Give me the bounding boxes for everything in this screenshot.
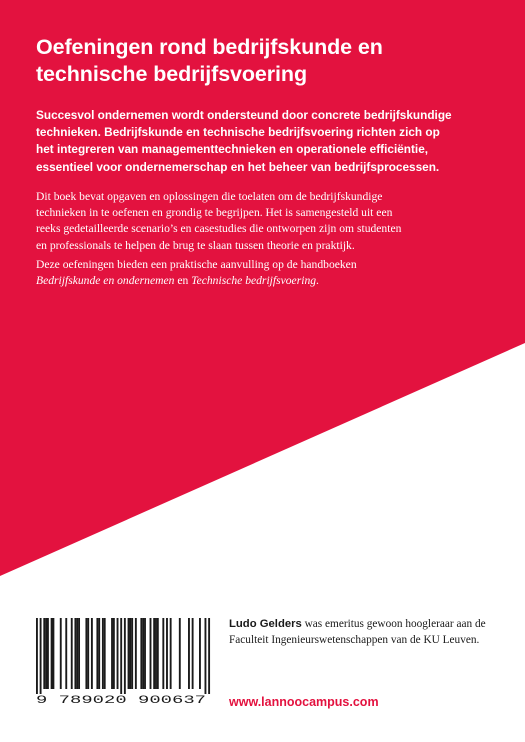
isbn-digits: 9 789020 900637 xyxy=(36,695,206,707)
barcode-bar xyxy=(43,618,45,689)
barcode-bar xyxy=(131,618,133,689)
barcode-bar xyxy=(76,618,78,689)
barcode-bar xyxy=(179,618,181,689)
barcode-bar xyxy=(128,618,130,689)
description-line: reeks gedetailleerde scenario’s en casestudies die ontworpen zijn om studenten xyxy=(36,222,402,236)
barcode-bar xyxy=(51,618,53,689)
handbook-title-1: Bedrijfskunde en ondernemen xyxy=(36,274,175,288)
supplement-line: Deze oefeningen bieden een praktische aanvulling op de handboeken xyxy=(36,258,357,271)
barcode-bar xyxy=(45,618,47,689)
description-paragraph xyxy=(36,189,491,254)
barcode-bar xyxy=(40,618,42,694)
description-line: Dit boek bevat opgaven en oplossingen die toelaten om de bedrijfskundige xyxy=(36,190,383,203)
barcode-bar xyxy=(87,618,89,689)
period-text: . xyxy=(316,274,319,288)
barcode-bar xyxy=(71,618,73,689)
barcode-bar xyxy=(205,618,207,694)
barcode-bar xyxy=(102,618,104,689)
barcode-bar xyxy=(113,618,115,689)
barcode-bar xyxy=(144,618,146,689)
intro-line: Succesvol ondernemen wordt ondersteund door concrete bedrijfskundige xyxy=(36,108,452,122)
barcode-bar xyxy=(188,618,190,689)
barcode-bar xyxy=(157,618,159,689)
barcode-bar xyxy=(208,618,210,694)
barcode-bar xyxy=(124,618,126,694)
barcode-bar xyxy=(117,618,119,689)
author-bio-text: was emeritus gewoon hoogleraar aan de xyxy=(301,618,486,630)
barcode-bar xyxy=(36,618,38,694)
barcode-bar xyxy=(52,618,54,689)
description-line: technieken in te oefenen en grondig te begrijpen. Het is samengesteld uit een xyxy=(36,206,393,220)
barcode-bar xyxy=(140,618,142,689)
book-title-line-2: technische bedrijfsvoering xyxy=(36,62,308,86)
barcode-bar xyxy=(78,618,80,689)
book-title xyxy=(36,34,496,88)
barcode-bar xyxy=(47,618,49,689)
barcode-bar xyxy=(162,618,164,689)
intro-line: essentieel voor ondernemerschap en het beheer van bedrijfsprocessen. xyxy=(36,159,440,174)
handbook-title-2: Technische bedrijfsvoering xyxy=(191,274,317,288)
intro-line: het integreren van managementtechnieken en operationele efficiëntie, xyxy=(36,142,429,157)
publisher-website-link[interactable]: www.lannoocampus.com xyxy=(229,695,379,709)
intro-paragraph xyxy=(36,107,506,176)
barcode-bar xyxy=(135,618,137,689)
barcode-bar xyxy=(104,618,106,689)
connector-text: en xyxy=(174,274,192,288)
intro-line: technieken. Bedrijfskunde en technische bedrijfsvoering richten zich op xyxy=(36,125,440,140)
book-title-line-1: Oefeningen rond bedrijfskunde en xyxy=(36,35,383,59)
barcode-bar xyxy=(192,618,194,689)
author-bio xyxy=(229,616,509,649)
barcode-bar xyxy=(155,618,157,689)
barcode-bar xyxy=(153,618,155,689)
barcode-bar xyxy=(142,618,144,689)
barcode-bar xyxy=(60,618,62,689)
barcode-bar xyxy=(111,618,113,689)
barcode-bar xyxy=(120,618,122,694)
barcode-bar xyxy=(98,618,100,689)
isbn-barcode xyxy=(34,618,212,708)
barcode-bar xyxy=(91,618,93,689)
supplement-paragraph xyxy=(36,257,491,289)
barcode-bar xyxy=(85,618,87,689)
barcode-bar xyxy=(74,618,76,689)
barcode-bars xyxy=(36,618,210,694)
author-bio-text: Faculteit Ingenieurswetenschappen van de KU Leuven. xyxy=(229,634,480,647)
barcode-bar xyxy=(96,618,98,689)
barcode-bar xyxy=(150,618,152,689)
description-line: en professionals te helpen de brug te slaan tussen theorie en praktijk. xyxy=(36,238,355,252)
barcode-bar xyxy=(166,618,168,689)
author-name: Ludo Gelders xyxy=(229,618,302,630)
barcode-bar xyxy=(170,618,172,689)
barcode-bar xyxy=(199,618,201,689)
barcode-bar xyxy=(65,618,67,689)
barcode-bar xyxy=(129,618,131,689)
